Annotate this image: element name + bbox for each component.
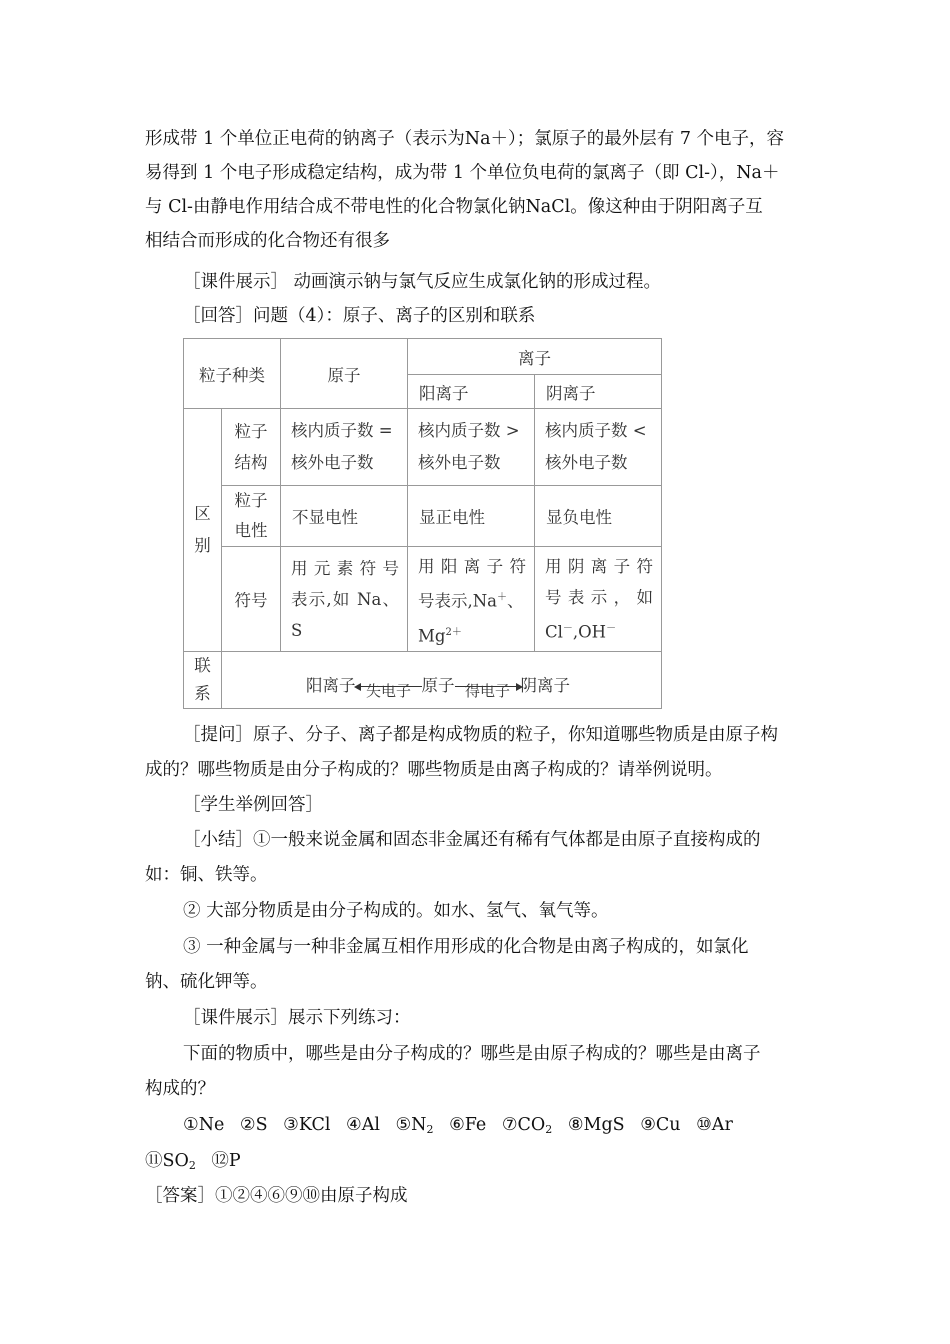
cation-symbol: 用阳离子符 号表示,Na＋、 $Mg^{2+}$	[408, 547, 535, 652]
intro-line-1: 形成带 1 个单位正电荷的钠离子（表示为Na＋）；氯原子的最外层有 7 个电子，容	[145, 129, 785, 149]
cation-charge: 显正电性	[408, 486, 535, 547]
cation-structure: 核内质子数 > 核外电子数	[408, 409, 535, 486]
atom-ion-comparison-table	[183, 338, 662, 709]
atom-symbol: 用元素符号 表示,如 Na、S	[281, 547, 408, 652]
arrow-gain-electron: 得电子	[455, 686, 521, 687]
row-relation-label: 联 系	[184, 652, 222, 709]
header-anion: 阴离子	[535, 375, 662, 409]
anion-structure: 核内质子数 < 核外电子数	[535, 409, 662, 486]
header-atom: 原子	[281, 339, 408, 409]
row-symbol-label: 符号	[222, 547, 281, 652]
exercise-items-2: $⑪SO_2$ ⑫P	[145, 1151, 241, 1172]
anion-symbol: 用阴离子符 号表示，如 Cl－,OH－	[535, 547, 662, 652]
row-structure-label: 粒子 结构	[222, 409, 281, 486]
summary-line-1: ［小结］①一般来说金属和固态非金属还有稀有气体都是由原子直接构成的	[183, 830, 761, 850]
atom-charge: 不显电性	[281, 486, 408, 547]
intro-line-3: 与 Cl-由静电作用结合成不带电性的化合物氯化钠NaCl。像这种由于阴阳离子互	[145, 197, 763, 217]
intro-line-4: 相结合而形成的化合物还有很多	[145, 231, 390, 251]
relation-atom: 原子	[421, 676, 455, 695]
exercise-items-1: ①Ne ②S ③KCl ④Al $⑤N_2$ ⑥Fe $⑦CO_2$ ⑧MgS ⑨Cu ⑩Ar	[183, 1115, 733, 1136]
relation-diagram	[222, 652, 662, 709]
row-charge-label: 粒子 电性	[222, 486, 281, 547]
student-answer: ［学生举例回答］	[183, 795, 323, 815]
header-cation: 阳离子	[408, 375, 535, 409]
summary-line-4: ③ 一种金属与一种非金属互相作用形成的化合物是由离子构成的，如氯化	[183, 937, 749, 957]
summary-line-5: 钠、硫化钾等。	[145, 972, 268, 992]
courseware-display-2: ［课件展示］展示下列练习：	[183, 1008, 411, 1028]
answer-line: ［答案］①②④⑥⑨⑩由原子构成	[145, 1186, 408, 1206]
header-ion: 离子	[408, 339, 662, 375]
relation-anion: 阴离子	[520, 676, 570, 695]
answer-question-4: ［回答］问题（4）：原子、离子的区别和联系	[183, 306, 536, 326]
relation-cation: 阳离子	[306, 676, 356, 695]
question-line-1: ［提问］原子、分子、离子都是构成物质的粒子，你知道哪些物质是由原子构	[183, 725, 778, 745]
exercise-line-2: 构成的？	[145, 1079, 215, 1099]
summary-line-3: ② 大部分物质是由分子构成的。如水、氢气、氧气等。	[183, 901, 609, 921]
exercise-line-1: 下面的物质中，哪些是由分子构成的？哪些是由原子构成的？哪些是由离子	[183, 1044, 761, 1064]
question-line-2: 成的？哪些物质是由分子构成的？哪些物质是由离子构成的？请举例说明。	[145, 760, 723, 780]
courseware-display-1: ［课件展示］ 动画演示钠与氯气反应生成氯化钠的形成过程。	[183, 272, 662, 292]
summary-line-2: 如：铜、铁等。	[145, 865, 268, 885]
group-difference: 区 别	[184, 409, 222, 652]
intro-line-2: 易得到 1 个电子形成稳定结构，成为带 1 个单位负电荷的氯离子（即 Cl-），Na＋	[145, 163, 780, 183]
anion-charge: 显负电性	[535, 486, 662, 547]
header-particle-type: 粒子种类	[184, 339, 281, 409]
arrow-lose-electron: 失电子	[356, 686, 422, 687]
atom-structure: 核内质子数 = 核外电子数	[281, 409, 408, 486]
